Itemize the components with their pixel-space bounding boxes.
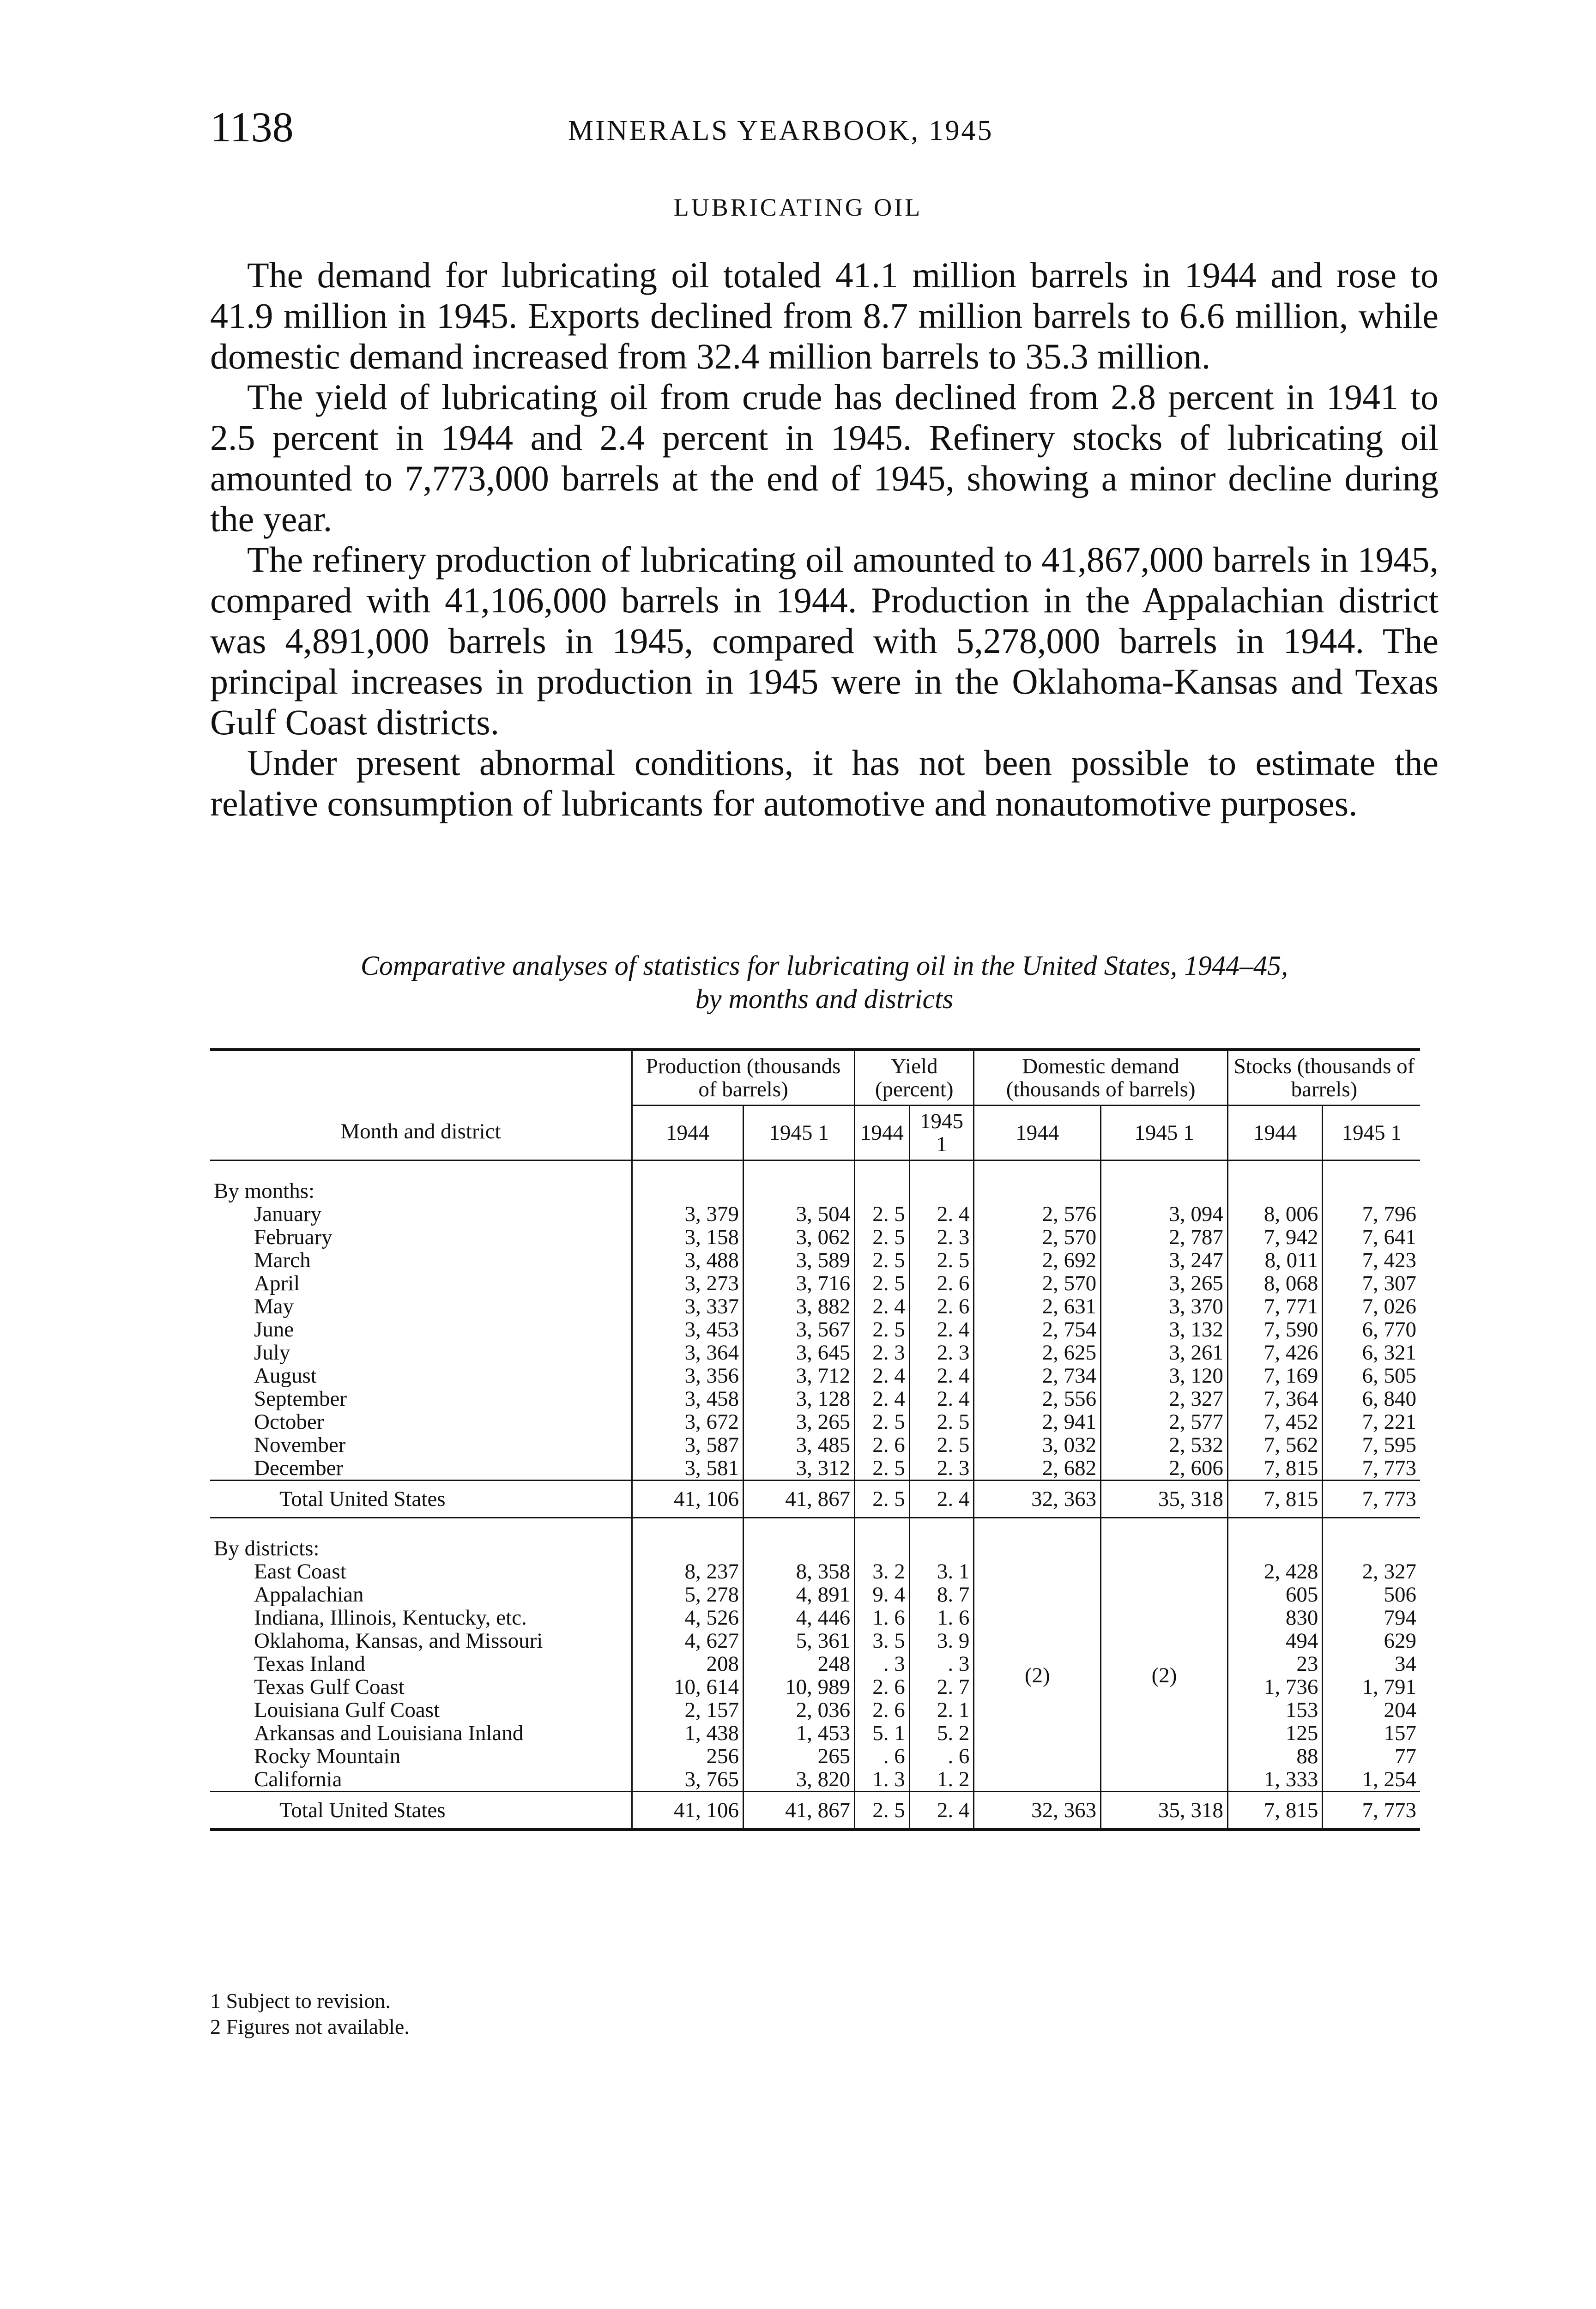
table-cell: 8, 068 [1227,1272,1323,1295]
row-label: Arkansas and Louisiana Inland [254,1721,524,1745]
table-cell: 4, 526 [632,1606,744,1629]
row-label: November [254,1433,346,1457]
empty-cell [632,1161,744,1203]
table-row [210,1652,1420,1675]
total-cell: 41, 867 [744,1481,855,1518]
table-body [210,1161,1420,1830]
table-cell: 7, 426 [1227,1341,1323,1364]
page-number: 1138 [210,103,294,151]
table-cell: 7, 815 [1227,1457,1323,1481]
table-cell: 3, 645 [744,1341,855,1364]
table-cell: 2. 4 [909,1364,974,1387]
total-cell: 2. 4 [909,1792,974,1830]
table-cell: 2, 428 [1227,1560,1323,1583]
empty-cell [974,1518,1101,1560]
table-cell: 3, 261 [1101,1341,1228,1364]
table-row [210,1249,1420,1272]
table-cell: 7, 364 [1227,1387,1323,1410]
table-cell: 2, 625 [974,1341,1101,1364]
table-cell: 1. 3 [855,1768,910,1792]
row-label: April [254,1271,300,1295]
table-cell: 2. 3 [909,1226,974,1249]
row-label: February [254,1225,332,1249]
table-cell: . 6 [909,1745,974,1768]
empty-cell [974,1161,1101,1203]
table-cell: 3, 589 [744,1249,855,1272]
table-cell: 208 [632,1652,744,1675]
table-cell: 7, 221 [1323,1410,1420,1433]
table-cell: 8, 358 [744,1560,855,1583]
table-cell: 7, 423 [1323,1249,1420,1272]
empty-cell [855,1518,910,1560]
table-cell: 6, 770 [1323,1318,1420,1341]
header-year: 1945 1 [744,1106,855,1161]
paragraph: The refinery production of lubricating oil amounted to 41,867,000 barrels in 1945, compared with 41,106,000 barrels in 1944. Production in the Appalachian district was 4,891,000 barrels in 1945, compared with 5,278,000 barrels in 1944. The principal increases in production in 1945 were in the Oklahoma-Kansas and Texas Gulf Coast districts. [210,539,1439,742]
table-cell: 8, 006 [1227,1203,1323,1226]
total-cell: 2. 4 [909,1481,974,1518]
total-cell: 7, 773 [1323,1481,1420,1518]
row-label: Appalachian [254,1583,364,1607]
table-cell: 3, 453 [632,1318,744,1341]
table-cell: 3, 765 [632,1768,744,1792]
empty-cell [909,1518,974,1560]
total-cell: 41, 106 [632,1792,744,1830]
running-head: MINERALS YEARBOOK, 1945 [568,115,994,146]
table-cell: 3, 273 [632,1272,744,1295]
table-cell: 494 [1227,1629,1323,1652]
row-label: September [254,1387,347,1411]
header-year: 1944 [974,1106,1101,1161]
table-cell: 2, 606 [1101,1457,1228,1481]
table-cell: 7, 595 [1323,1433,1420,1457]
table-cell: 2, 631 [974,1295,1101,1318]
table-cell: 7, 169 [1227,1364,1323,1387]
table-cell: 3, 882 [744,1295,855,1318]
row-label: December [254,1456,344,1480]
table-cell: 3, 062 [744,1226,855,1249]
table-cell: 10, 989 [744,1675,855,1699]
table-cell: 1, 333 [1227,1768,1323,1792]
row-label: June [254,1318,294,1342]
table-cell: . 6 [855,1745,910,1768]
table-cell: 6, 840 [1323,1387,1420,1410]
total-label: Total United States [210,1481,632,1518]
table-cell: 5. 1 [855,1722,910,1745]
table-row [210,1203,1420,1226]
table-cell: 3, 458 [632,1387,744,1410]
table-cell: 3, 128 [744,1387,855,1410]
table-cell: 3, 716 [744,1272,855,1295]
table-cell: 3, 488 [632,1249,744,1272]
table-cell: 2. 1 [909,1699,974,1722]
table-cell: 3, 094 [1101,1203,1228,1226]
table-cell: 2, 327 [1101,1387,1228,1410]
table-cell: 88 [1227,1745,1323,1768]
table-row [210,1675,1420,1699]
table-cell: 1, 453 [744,1722,855,1745]
table-cell: 4, 627 [632,1629,744,1652]
body-text [210,255,1439,824]
header-year: 1944 [1227,1106,1323,1161]
table-cell: 34 [1323,1652,1420,1675]
table-cell: 7, 590 [1227,1318,1323,1341]
table-cell: 2. 4 [909,1318,974,1341]
table-cell: 2, 556 [974,1387,1101,1410]
empty-cell [1101,1518,1228,1560]
table-cell: 204 [1323,1699,1420,1722]
header-year: 1944 [855,1106,910,1161]
table-cell: 2. 5 [855,1318,910,1341]
row-label: May [254,1294,294,1318]
empty-cell [1323,1518,1420,1560]
row-label: Louisiana Gulf Coast [254,1698,440,1722]
table-cell: 2. 5 [855,1457,910,1481]
table-cell: 2, 754 [974,1318,1101,1341]
table-cell: 7, 562 [1227,1433,1323,1457]
empty-cell [1101,1161,1228,1203]
table-cell: 3, 567 [744,1318,855,1341]
table-cell: 8, 237 [632,1560,744,1583]
table-row [210,1318,1420,1341]
table-cell: 2. 5 [855,1226,910,1249]
table-cell: 7, 942 [1227,1226,1323,1249]
table-cell: 2, 682 [974,1457,1101,1481]
header-yield: Yield (percent) [855,1050,974,1106]
row-label: Indiana, Illinois, Kentucky, etc. [254,1606,527,1630]
table-cell: 7, 641 [1323,1226,1420,1249]
header-month-district: Month and district [210,1050,632,1161]
table-cell: . 3 [855,1652,910,1675]
table-cell: 3, 712 [744,1364,855,1387]
table-caption [210,949,1439,1015]
table-cell: 23 [1227,1652,1323,1675]
footnotes [210,1988,410,2040]
table-cell: 2. 5 [855,1203,910,1226]
row-label: July [254,1341,290,1365]
table-cell: 153 [1227,1699,1323,1722]
total-label: Total United States [210,1792,632,1830]
table-row [210,1699,1420,1722]
section-title: LUBRICATING OIL [673,193,923,221]
table-cell: 2, 576 [974,1203,1101,1226]
footnote: 1 Subject to revision. [210,1989,391,2013]
statistics-table [210,1048,1420,1831]
table-row [210,1341,1420,1364]
total-row [210,1481,1420,1518]
total-cell: 2. 5 [855,1792,910,1830]
total-cell: 41, 867 [744,1792,855,1830]
group-heading-row [210,1518,1420,1560]
not-available-cell: (2) [1101,1560,1228,1792]
table-cell: 2. 3 [909,1341,974,1364]
not-available-cell: (2) [974,1560,1101,1792]
table-cell: 2. 5 [909,1410,974,1433]
table-cell: 3, 356 [632,1364,744,1387]
table-cell: 2. 3 [855,1341,910,1364]
table-cell: 6, 505 [1323,1364,1420,1387]
table-cell: 2, 532 [1101,1433,1228,1457]
table-cell: 5, 278 [632,1583,744,1606]
table-cell: 4, 446 [744,1606,855,1629]
table-cell: 1, 438 [632,1722,744,1745]
table-cell: 3. 2 [855,1560,910,1583]
table-cell: 3, 158 [632,1226,744,1249]
table-cell: 2. 5 [909,1249,974,1272]
total-cell: 35, 318 [1101,1792,1228,1830]
table-cell: 4, 891 [744,1583,855,1606]
total-cell: 7, 815 [1227,1792,1323,1830]
table-cell: 2. 6 [855,1675,910,1699]
table-cell: 3, 265 [1101,1272,1228,1295]
table-cell: 1, 736 [1227,1675,1323,1699]
table-cell: 248 [744,1652,855,1675]
group-heading: By months: [214,1179,315,1203]
table-row [210,1560,1420,1583]
table-cell: 2. 3 [909,1457,974,1481]
row-label: Rocky Mountain [254,1744,401,1768]
table-cell: 3. 5 [855,1629,910,1652]
header-year: 1944 [632,1106,744,1161]
table-cell: 2. 6 [909,1272,974,1295]
table-cell: 2, 941 [974,1410,1101,1433]
caption-line-1: Comparative analyses of statistics for lubricating oil in the United States, 1944–45, [360,950,1288,981]
empty-cell [1227,1518,1323,1560]
table-cell: 3, 581 [632,1457,744,1481]
header-year: 1945 1 [1101,1106,1228,1161]
empty-cell [744,1518,855,1560]
table-cell: 256 [632,1745,744,1768]
table-cell: 1, 254 [1323,1768,1420,1792]
row-label: Texas Inland [254,1652,365,1676]
footnote: 2 Figures not available. [210,2015,410,2038]
table-cell: 3. 1 [909,1560,974,1583]
table-cell: 2. 4 [855,1364,910,1387]
table-cell: 2. 5 [855,1249,910,1272]
table-cell: 1. 6 [855,1606,910,1629]
table-cell: 2. 4 [909,1387,974,1410]
table-cell: . 3 [909,1652,974,1675]
header-year: 1945 1 [1323,1106,1420,1161]
row-label: October [254,1410,324,1434]
table-cell: 1. 2 [909,1768,974,1792]
group-heading: By districts: [214,1536,320,1560]
row-label: January [254,1202,322,1226]
table-cell: 3. 9 [909,1629,974,1652]
empty-cell [744,1161,855,1203]
table-row [210,1745,1420,1768]
table-cell: 9. 4 [855,1583,910,1606]
table-cell: 7, 773 [1323,1457,1420,1481]
table-row [210,1364,1420,1387]
table-cell: 605 [1227,1583,1323,1606]
total-cell: 32, 363 [974,1481,1101,1518]
table-cell: 3, 587 [632,1433,744,1457]
total-row [210,1792,1420,1830]
table-cell: 2. 5 [855,1410,910,1433]
paragraph: Under present abnormal conditions, it has not been possible to estimate the relative consumption of lubricants for automotive and nonautomotive purposes. [210,743,1439,823]
empty-cell [855,1161,910,1203]
header-stocks: Stocks (thousands of barrels) [1227,1050,1420,1106]
table-cell: 3, 379 [632,1203,744,1226]
table-cell: 629 [1323,1629,1420,1652]
total-cell: 32, 363 [974,1792,1101,1830]
header-year: 1945 1 [909,1106,974,1161]
table-cell: 5, 361 [744,1629,855,1652]
table-row [210,1295,1420,1318]
table-cell: 3, 265 [744,1410,855,1433]
table-cell: 2. 6 [855,1699,910,1722]
table-cell: 2. 4 [909,1203,974,1226]
table-cell: 2. 4 [855,1295,910,1318]
table-cell: 1. 6 [909,1606,974,1629]
table-row [210,1410,1420,1433]
table-row [210,1722,1420,1745]
table-cell: 794 [1323,1606,1420,1629]
table-cell: 2, 734 [974,1364,1101,1387]
table-cell: 3, 032 [974,1433,1101,1457]
table-cell: 3, 120 [1101,1364,1228,1387]
table-cell: 77 [1323,1745,1420,1768]
table-cell: 3, 504 [744,1203,855,1226]
row-label: East Coast [254,1559,346,1584]
table-cell: 2, 570 [974,1226,1101,1249]
empty-cell [632,1518,744,1560]
table-cell: 6, 321 [1323,1341,1420,1364]
table-cell: 3, 312 [744,1457,855,1481]
table-cell: 2, 570 [974,1272,1101,1295]
table-row [210,1606,1420,1629]
table-cell: 3, 672 [632,1410,744,1433]
table-cell: 3, 370 [1101,1295,1228,1318]
row-label: August [254,1364,317,1388]
table-cell: 7, 307 [1323,1272,1420,1295]
table-cell: 506 [1323,1583,1420,1606]
table-cell: 2, 036 [744,1699,855,1722]
table-cell: 265 [744,1745,855,1768]
total-cell: 35, 318 [1101,1481,1228,1518]
table-cell: 2. 5 [855,1272,910,1295]
table-cell: 2. 7 [909,1675,974,1699]
table-cell: 7, 771 [1227,1295,1323,1318]
table-cell: 3, 132 [1101,1318,1228,1341]
table-cell: 2. 4 [855,1387,910,1410]
table-cell: 3, 485 [744,1433,855,1457]
table-cell: 2, 327 [1323,1560,1420,1583]
paragraph: The demand for lubricating oil totaled 41.1 million barrels in 1944 and rose to 41.9 million in 1945. Exports declined from 8.7 million barrels to 6.6 million, while domestic demand increased from 32.4 million barrels to 35.3 million. [210,255,1439,376]
table-cell: 2, 577 [1101,1410,1228,1433]
table-row [210,1768,1420,1792]
row-label: March [254,1248,311,1272]
table-cell: 2, 157 [632,1699,744,1722]
header-production: Production (thousands of barrels) [632,1050,855,1106]
row-label: Texas Gulf Coast [254,1675,405,1699]
total-cell: 41, 106 [632,1481,744,1518]
table-cell: 3, 364 [632,1341,744,1364]
row-label: Oklahoma, Kansas, and Missouri [254,1629,543,1653]
table-cell: 2, 787 [1101,1226,1228,1249]
table-cell: 5. 2 [909,1722,974,1745]
table-cell: 3, 247 [1101,1249,1228,1272]
table-cell: 7, 796 [1323,1203,1420,1226]
table-cell: 2. 6 [909,1295,974,1318]
table-row [210,1433,1420,1457]
table-cell: 8, 011 [1227,1249,1323,1272]
table-cell: 125 [1227,1722,1323,1745]
row-label: California [254,1767,342,1791]
paragraph: The yield of lubricating oil from crude has declined from 2.8 percent in 1941 to 2.5 percent in 1944 and 2.4 percent in 1945. Refinery stocks of lubricating oil amounted to 7,773,000 barrels at the end of 1945, showing a minor decline during the year. [210,377,1439,539]
table-row [210,1583,1420,1606]
table-row [210,1629,1420,1652]
table-cell: 2, 692 [974,1249,1101,1272]
group-heading-row [210,1161,1420,1203]
table-cell: 8. 7 [909,1583,974,1606]
table-cell: 157 [1323,1722,1420,1745]
total-cell: 7, 815 [1227,1481,1323,1518]
table-cell: 10, 614 [632,1675,744,1699]
total-cell: 2. 5 [855,1481,910,1518]
table-cell: 3, 337 [632,1295,744,1318]
table-cell: 7, 026 [1323,1295,1420,1318]
table-cell: 3, 820 [744,1768,855,1792]
table-cell: 2. 5 [909,1433,974,1457]
table-cell: 1, 791 [1323,1675,1420,1699]
total-cell: 7, 773 [1323,1792,1420,1830]
table-cell: 830 [1227,1606,1323,1629]
header-domestic-demand: Domestic demand (thousands of barrels) [974,1050,1228,1106]
table-row [210,1226,1420,1249]
table-row [210,1387,1420,1410]
table-cell: 7, 452 [1227,1410,1323,1433]
table-cell: 2. 6 [855,1433,910,1457]
caption-line-2: by months and districts [695,984,954,1014]
empty-cell [1323,1161,1420,1203]
table-row [210,1272,1420,1295]
empty-cell [1227,1161,1323,1203]
table-row [210,1457,1420,1481]
empty-cell [909,1161,974,1203]
